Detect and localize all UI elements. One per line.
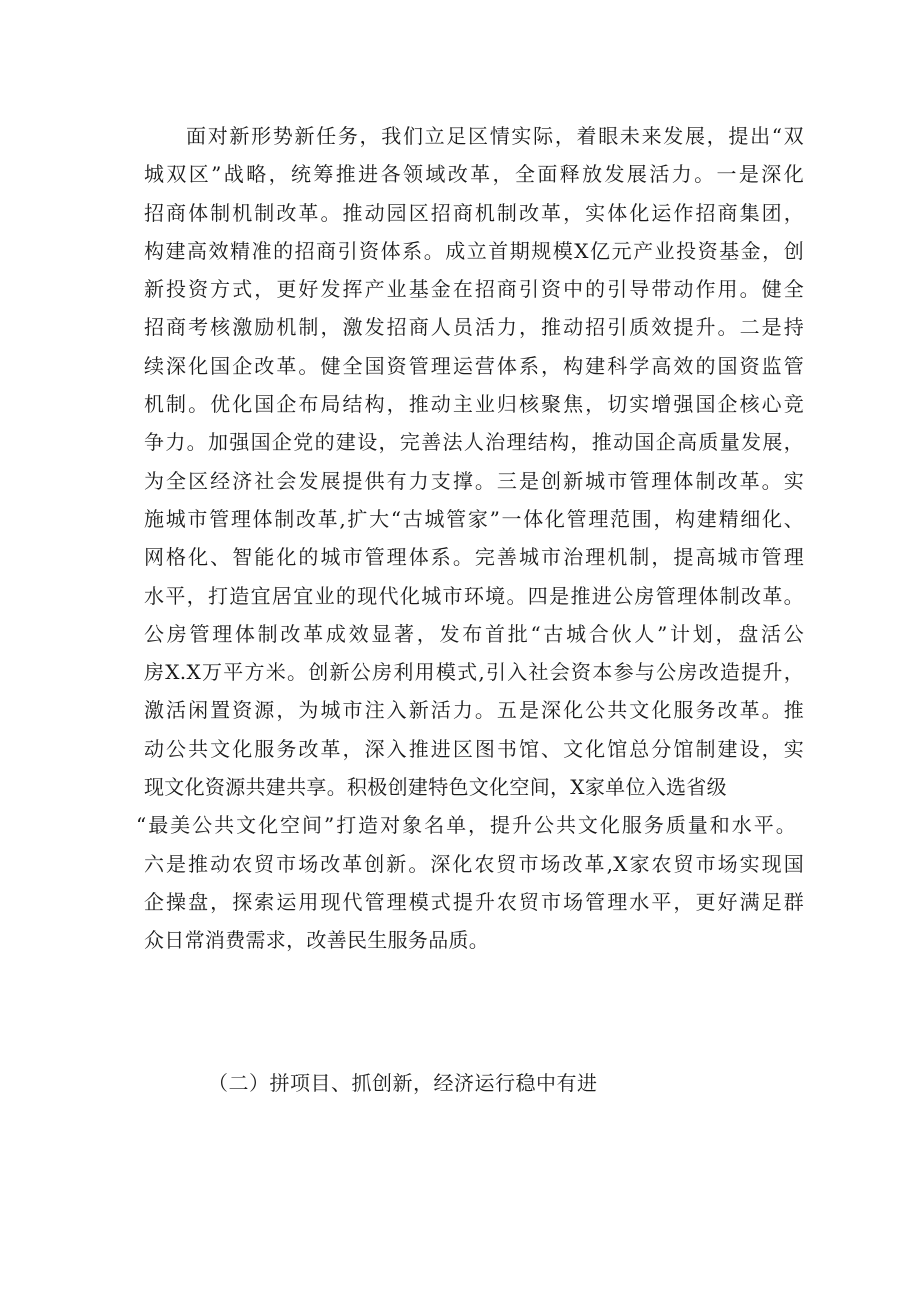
paragraph-line: 房X.X万平方米。创新公房利用模式,引入社会资本参与公房改造提升， (144, 660, 804, 685)
paragraph-line: 城双区”战略，统筹推进各领域改革，全面释放发展活力。一是深化 (144, 162, 804, 187)
paragraph-line: “最美公共文化空间”打造对象名单，提升公共文化服务质量和水平。 (136, 813, 796, 838)
paragraph-line: 众日常消费需求，改善民生服务品质。 (144, 928, 490, 953)
paragraph-line: 网格化、智能化的城市管理体系。完善城市治理机制，提高城市管理 (144, 545, 804, 570)
paragraph-line: 激活闲置资源，为城市注入新活力。五是深化公共文化服务改革。推 (144, 698, 804, 723)
paragraph-line: 构建高效精准的招商引资体系。成立首期规模X亿元产业投资基金，创 (144, 238, 804, 263)
body-paragraph (136, 117, 804, 960)
paragraph-line: 面对新形势新任务，我们立足区情实际，着眼未来发展，提出“双 (186, 124, 804, 148)
paragraph-line: 企操盘，探索运用现代管理模式提升农贸市场管理水平，更好满足群 (144, 889, 804, 914)
paragraph-line: 六是推动农贸市场改革创新。深化农贸市场改革,X家农贸市场实现国 (144, 851, 804, 876)
paragraph-line: 招商体制机制改革。推动园区招商机制改革，实体化运作招商集团， (144, 200, 804, 225)
paragraph-line: 施城市管理体制改革,扩大“古城管家”一体化管理范围，构建精细化、 (144, 506, 804, 531)
paragraph-line: 动公共文化服务改革，深入推进区图书馆、文化馆总分馆制建设，实 (144, 736, 804, 761)
paragraph-line: 为全区经济社会发展提供有力支撑。三是创新城市管理体制改革。实 (144, 468, 804, 493)
paragraph-line: 公房管理体制改革成效显著，发布首批“古城合伙人”计划，盘活公 (144, 621, 804, 646)
paragraph-line: 现文化资源共建共享。积极创建特色文化空间，X家单位入选省级 (144, 775, 727, 800)
paragraph-line: 新投资方式，更好发挥产业基金在招商引资中的引导带动作用。健全 (144, 277, 804, 302)
paragraph-line: 水平，打造宜居宜业的现代化城市环境。四是推进公房管理体制改革。 (144, 583, 804, 608)
section-heading: （二）拼项目、抓创新，经济运行稳中有进 (208, 1071, 598, 1095)
paragraph-line: 争力。加强国企党的建设，完善法人治理结构，推动国企高质量发展， (144, 430, 804, 455)
paragraph-line: 机制。优化国企布局结构，推动主业归核聚焦，切实增强国企核心竞 (144, 392, 804, 417)
paragraph-line: 招商考核激励机制，激发招商人员活力，推动招引质效提升。二是持 (144, 315, 804, 340)
paragraph-line: 续深化国企改革。健全国资管理运营体系，构建科学高效的国资监管 (144, 353, 804, 378)
